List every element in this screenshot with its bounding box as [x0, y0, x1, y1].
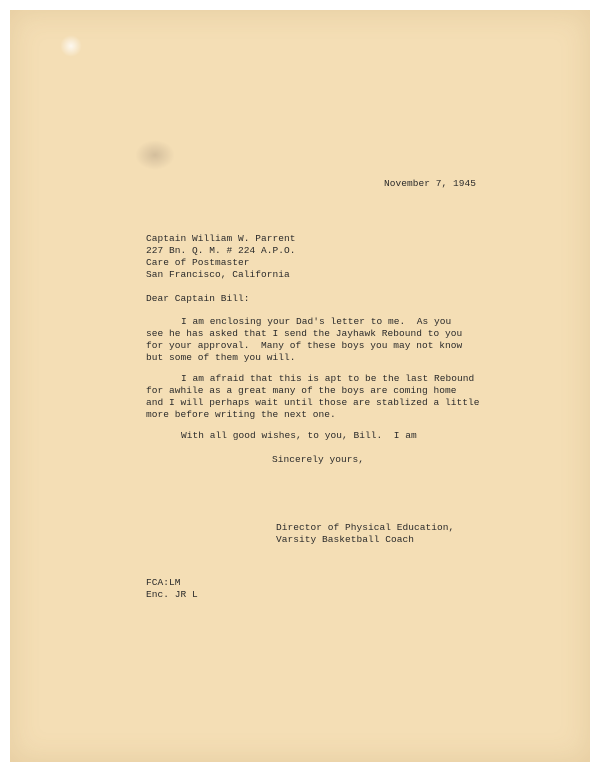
recipient-line-3: Care of Postmaster: [146, 257, 250, 268]
reference-enclosure: Enc. JR L: [146, 589, 198, 600]
letter-date: November 7, 1945: [384, 178, 477, 189]
reference-initials: FCA:LM: [146, 577, 181, 588]
paragraph1-line-1: I am enclosing your Dad's letter to me. As you: [181, 316, 452, 327]
paragraph3: With all good wishes, to you, Bill. I am: [181, 430, 417, 441]
paper-spot: [60, 35, 82, 57]
paragraph2-line-2: for awhile as a great many of the boys are coming home: [146, 385, 457, 396]
paragraph1-line-3: for your approval. Many of these boys you may not know: [146, 340, 463, 351]
bottom-margin: [0, 762, 600, 780]
signature-line-1: Director of Physical Education,: [276, 522, 455, 533]
paper-stain: [135, 140, 175, 170]
recipient-line-2: 227 Bn. Q. M. # 224 A.P.O.: [146, 245, 296, 256]
paragraph1-line-4: but some of them you will.: [146, 352, 296, 363]
paragraph2-line-1: I am afraid that this is apt to be the last Rebound: [181, 373, 475, 384]
recipient-line-1: Captain William W. Parrent: [146, 233, 296, 244]
recipient-line-4: San Francisco, California: [146, 269, 290, 280]
paragraph2-line-4: more before writing the next one.: [146, 409, 336, 420]
paragraph2-line-3: and I will perhaps wait until those are stablized a little: [146, 397, 480, 408]
signature-line-2: Varsity Basketball Coach: [276, 534, 415, 545]
closing: Sincerely yours,: [272, 454, 365, 465]
salutation: Dear Captain Bill:: [146, 293, 250, 304]
paragraph1-line-2: see he has asked that I send the Jayhawk Rebound to you: [146, 328, 463, 339]
